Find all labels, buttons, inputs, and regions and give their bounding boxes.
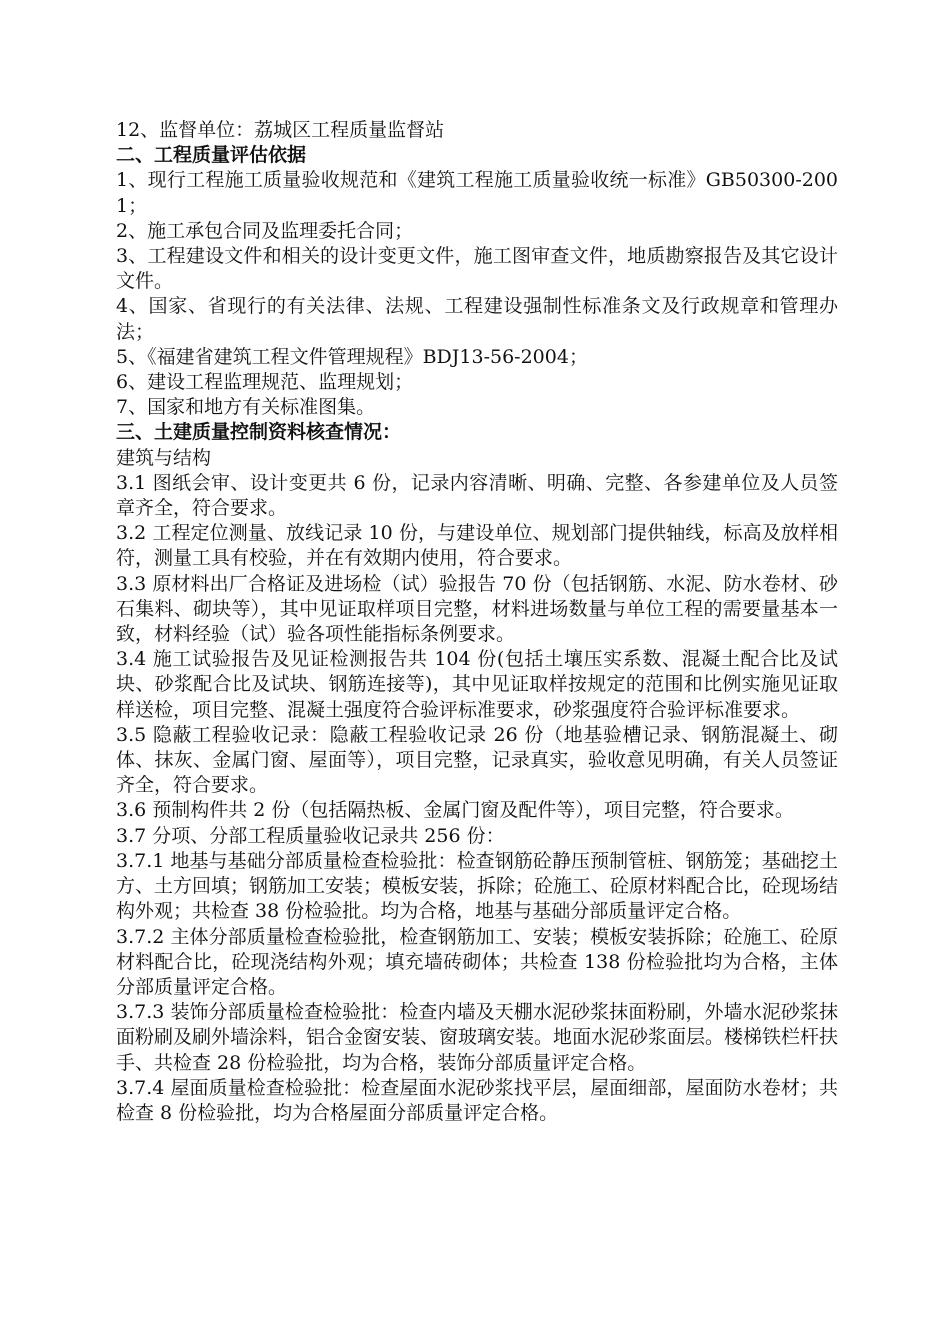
subheading-architecture-structure: 建筑与结构: [116, 446, 212, 469]
paragraph-3-6: 3.6 预制构件共 2 份（包括隔热板、金属门窗及配件等），项目完整，符合要求。: [116, 799, 794, 822]
paragraph-3-5: 3.5 隐蔽工程验收记录：隐蔽工程验收记录 26 份（地基验槽记录、钢筋混凝土、砌体、抹灰、金属门窗、屋面等），项目完整，记录真实，验收意见明确，有关人员签证齐全，符合要求。: [116, 723, 838, 797]
document-page: [116, 118, 838, 1126]
paragraph-3-7-1: 3.7.1 地基与基础分部质量检查检验批：检查钢筋砼静压预制管桩、钢筋笼；基础挖土方、土方回填；钢筋加工安装；模板安装，拆除；砼施工、砼原材料配合比，砼现场结构外观；共检查 38 份检验批。均为合格，地基与基础分部质量评定合格。: [116, 849, 839, 923]
paragraph-basis-1: 1、现行工程施工质量验收规范和《建筑工程施工质量验收统一标准》GB50300-2001；: [116, 169, 838, 217]
paragraph-3-2: 3.2 工程定位测量、放线记录 10 份，与建设单位、规划部门提供轴线，标高及放样相符，测量工具有校验，并在有效期内使用，符合要求。: [116, 522, 838, 570]
paragraph-basis-6: 6、建设工程监理规范、监理规划；: [116, 371, 414, 394]
paragraph-basis-3: 3、工程建设文件和相关的设计变更文件，施工图审查文件，地质勘察报告及其它设计文件。: [116, 245, 838, 293]
paragraph-3-3: 3.3 原材料出厂合格证及进场检（试）验报告 70 份（包括钢筋、水泥、防水卷材、砂石集料、砌块等），其中见证取样项目完整，材料进场数量与单位工程的需要量基本一致，材料经验（试）验各项性能指标条例要求。: [116, 572, 838, 646]
paragraph-basis-4: 4、国家、省现行的有关法律、法规、工程建设强制性标准条文及行政规章和管理办法；: [116, 295, 838, 343]
paragraph-3-7-4: 3.7.4 屋面质量检查检验批：检查屋面水泥砂浆找平层，屋面细部，屋面防水卷材；共检查 8 份检验批，均为合格屋面分部质量评定合格。: [116, 1076, 838, 1124]
paragraph-3-4: 3.4 施工试验报告及见证检测报告共 104 份(包括土壤压实系数、混凝土配合比及试块、砂浆配合比及试块、钢筋连接等)，其中见证取样按规定的范围和比例实施见证取样送检，项目完整、混凝土强度符合验评标准要求，砂浆强度符合验评标准要求。: [116, 648, 838, 721]
paragraph-3-7-2: 3.7.2 主体分部质量检查检验批，检查钢筋加工、安装；模板安装拆除；砼施工、砼原材料配合比，砼现浇结构外观；填充墙砖砌体；共检查 138 份检验批均为合格，主体分部质量评定合格。: [116, 925, 838, 998]
paragraph-3-7: 3.7 分项、分部工程质量验收记录共 256 份：: [116, 824, 505, 847]
paragraph-basis-7: 7、国家和地方有关标准图集。: [116, 396, 376, 419]
paragraph-3-7-3: 3.7.3 装饰分部质量检查检验批：检查内墙及天棚水泥砂浆抹面粉刷，外墙水泥砂浆抹面粉刷及刷外墙涂料，铝合金窗安装、窗玻璃安装。地面水泥砂浆面层。楼梯铁栏杆扶手、共检查 28 份检验批，均为合格，装饰分部质量评定合格。: [116, 1001, 839, 1074]
section-heading-basis: 二、工程质量评估依据: [116, 144, 307, 167]
section-heading-review: 三、土建质量控制资料核查情况：: [116, 421, 402, 444]
paragraph-3-1: 3.1 图纸会审、设计变更共 6 份，记录内容清晰、明确、完整、各参建单位及人员签章齐全，符合要求。: [116, 471, 838, 520]
paragraph-supervision-unit: 12、监督单位：荔城区工程质量监督站: [116, 119, 445, 141]
paragraph-basis-2: 2、施工承包合同及监理委托合同；: [116, 219, 414, 242]
paragraph-basis-5: 5、《福建省建筑工程文件管理规程》BDJ13-56-2004；: [116, 345, 588, 368]
